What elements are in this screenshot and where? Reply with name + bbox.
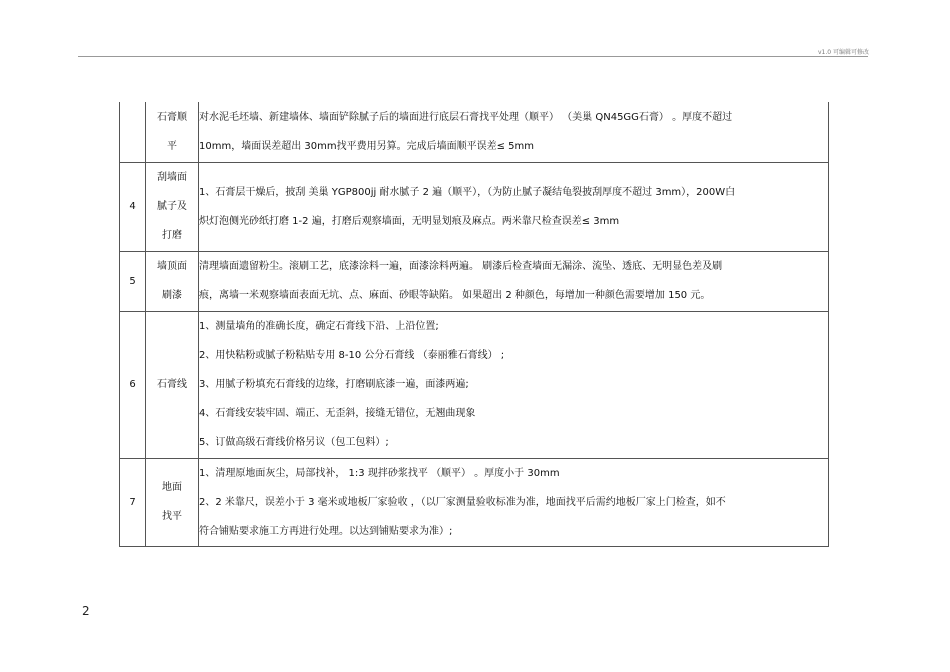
description-line: 3、用腻子粉填充石膏线的边缘，打磨刷底漆一遍，面漆两遍; <box>199 379 469 390</box>
header-rule <box>78 56 868 57</box>
item-name <box>146 162 199 251</box>
construction-spec-table <box>119 102 829 547</box>
item-name-line: 石膏线 <box>157 379 187 390</box>
item-name-line: 刷漆 <box>162 290 182 301</box>
table-row <box>120 102 829 162</box>
description-line: 清理墙面遗留粉尘。滚刷工艺，底漆涂料一遍，面漆涂料两遍。 刷漆后检查墙面无漏涂、流坠、透底、无明显色差及刷 <box>199 261 723 272</box>
description-line: 10mm，墙面误差超出 30mm找平费用另算。完成后墙面顺平误差≤ 5mm <box>199 140 534 152</box>
item-name-line: 找平 <box>162 511 182 522</box>
item-name-line: 打磨 <box>162 230 182 241</box>
description-line: 1、测量墙角的准确长度，确定石膏线下沿、上沿位置; <box>199 321 439 332</box>
row-number: 4 <box>120 162 146 251</box>
item-name <box>146 311 199 458</box>
item-name-line: 腻子及 <box>157 201 187 212</box>
header-note: v1.0 可编辑可修改 <box>818 49 870 56</box>
description-line: 4、石膏线安装牢固、端正、无歪斜，接缝无错位，无翘曲现象 <box>199 408 476 419</box>
description-line: 炽灯泡侧光砂纸打磨 1-2 遍，打磨后观察墙面，无明显划痕及麻点。两米靠尺检查误差≤ 3mm <box>199 215 620 227</box>
description-line: 5、订做高级石膏线价格另议（包工包料）; <box>199 437 389 448</box>
item-name <box>146 251 199 311</box>
item-description <box>199 458 829 546</box>
item-name-line: 地面 <box>162 482 182 493</box>
item-description <box>199 251 829 311</box>
description-line: 2、2 米靠尺，误差小于 3 毫米或地板厂家验收 ，（以厂家测量验收标准为准，地面找平后需约地板厂家上门检查，如不 <box>199 496 726 508</box>
item-name-line: 刮墙面 <box>157 172 187 183</box>
item-description <box>199 311 829 458</box>
row-number: 6 <box>120 311 146 458</box>
description-line: 1、石膏层干燥后，披刮 美巢 YGP800jj 耐水腻子 2 遍（顺平），（为防止腻子凝结龟裂披刮厚度不超过 3mm），200W白 <box>199 186 736 198</box>
table-row <box>120 251 829 311</box>
description-line: 1、清理原地面灰尘，局部找补， 1:3 现拌砂浆找平 （顺平） 。厚度小于 30mm <box>199 467 560 479</box>
table-row <box>120 311 829 458</box>
item-description <box>199 162 829 251</box>
description-line: 痕，离墙一米观察墙面表面无坑、点、麻面、砂眼等缺陷。 如果超出 2 种颜色，每增加一种颜色需要增加 150 元。 <box>199 290 711 301</box>
description-line: 2、用快粘粉或腻子粉粘贴专用 8-10 公分石膏线 （泰丽雅石膏线） ; <box>199 350 505 361</box>
item-name-line: 平 <box>167 140 177 152</box>
page-number: 2 <box>82 604 90 618</box>
row-number <box>120 102 146 162</box>
item-description <box>199 102 829 162</box>
row-number: 7 <box>120 458 146 546</box>
table-row <box>120 458 829 546</box>
description-line: 对水泥毛坯墙、新建墙体、墙面铲除腻子后的墙面进行底层石膏找平处理（顺平） （美巢 QN45GG石膏） 。厚度不超过 <box>199 111 733 123</box>
item-name-line: 石膏顺 <box>157 111 187 123</box>
row-number: 5 <box>120 251 146 311</box>
item-name <box>146 458 199 546</box>
item-name-line: 墙顶面 <box>157 261 187 272</box>
item-name <box>146 102 199 162</box>
description-line: 符合铺贴要求施工方再进行处理。以达到铺贴要求为准）; <box>199 525 453 537</box>
table-row <box>120 162 829 251</box>
